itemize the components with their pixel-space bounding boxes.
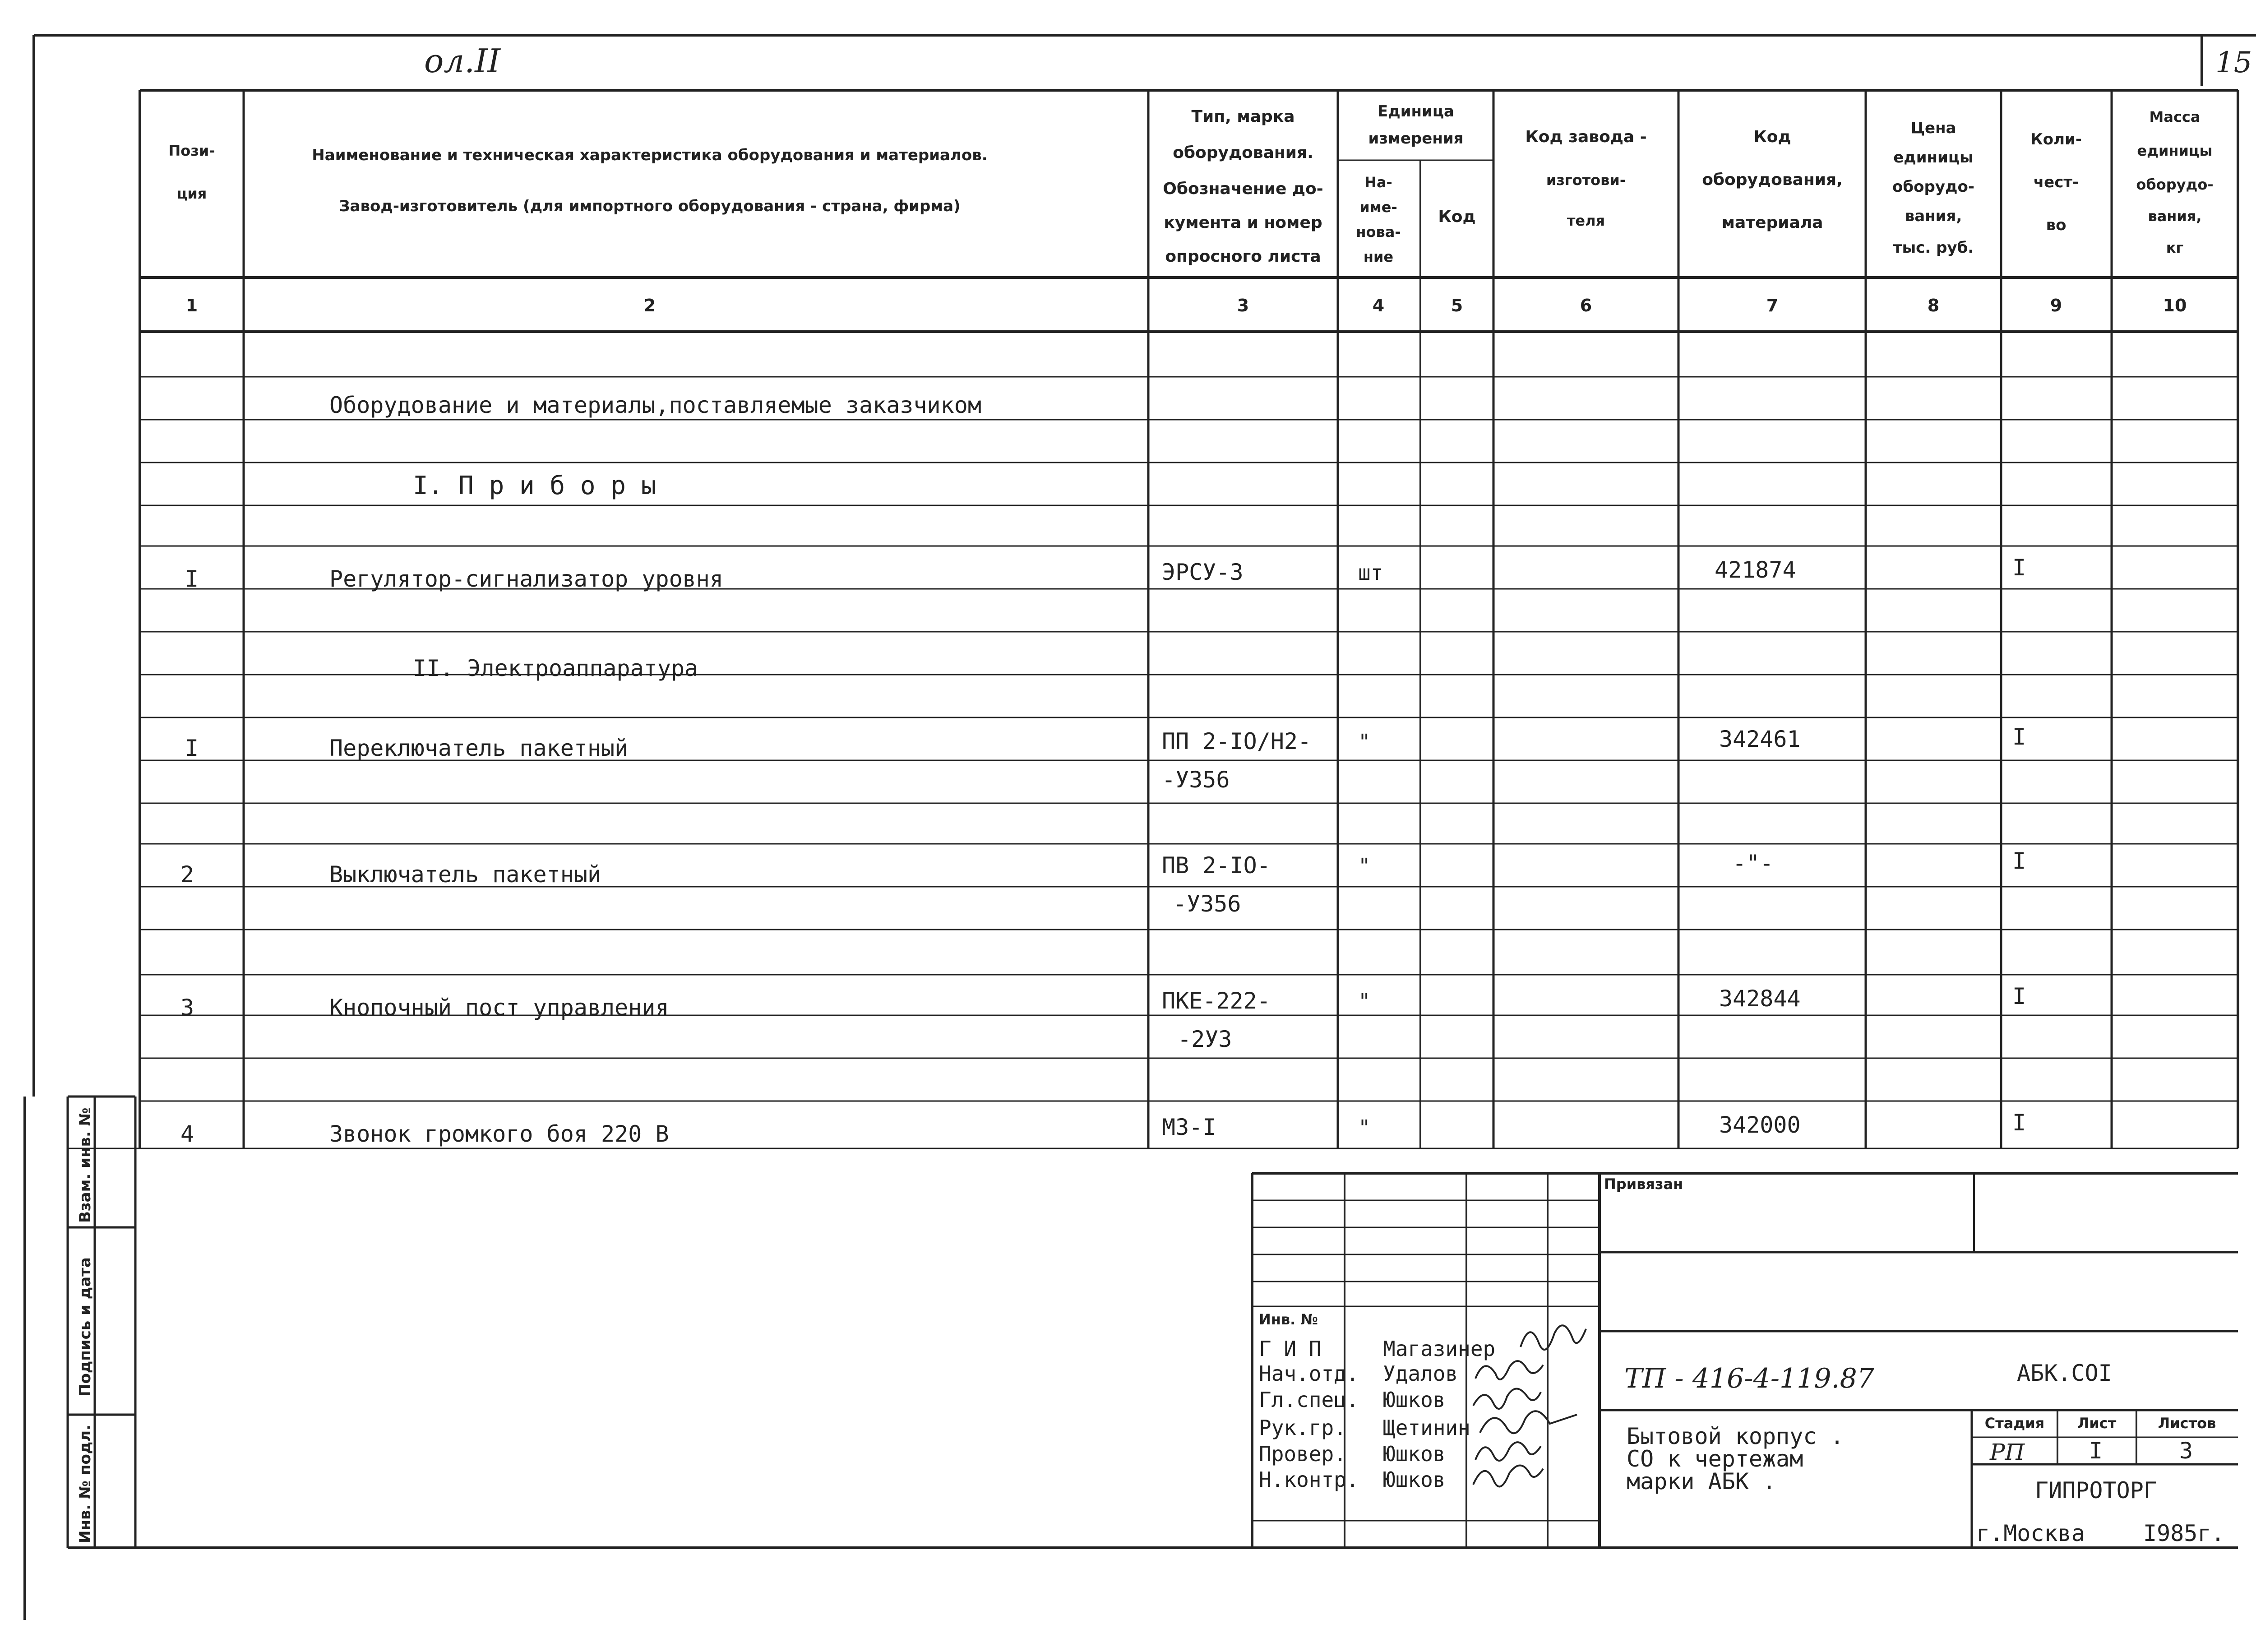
hdr-c2-a: Наименование и техническая характеристика оборудования и материалов. <box>312 146 988 164</box>
tb-sheets: 3 <box>2179 1438 2193 1464</box>
hdr-c4-c: нова- <box>1356 223 1401 241</box>
tb-desc-line-2: СО к чертежам <box>1627 1446 1803 1472</box>
item-name: Звонок громкого боя 220 В <box>329 1121 669 1147</box>
signer-list <box>1259 1337 1495 1492</box>
hdr-c9-b: чест- <box>2033 173 2079 191</box>
item-code: -"- <box>1733 850 1774 876</box>
item-code: 421874 <box>1715 557 1796 583</box>
hdr-c10-e: кг <box>2166 239 2184 256</box>
tb-desc-line-1: Бытовой корпус . <box>1627 1423 1844 1449</box>
signer-name: Юшков <box>1383 1467 1446 1492</box>
section-heading-instruments: I. П р и б о р ы <box>413 471 656 500</box>
tb-stage: РП <box>1990 1439 2025 1465</box>
hdr-c9-c: во <box>2046 216 2066 234</box>
column-numbers <box>186 296 2187 315</box>
item-quantity: I <box>2012 555 2026 581</box>
hdr-c5: Код <box>1438 208 1476 226</box>
tb-inv-no: Инв. № <box>1259 1311 1318 1328</box>
hdr-c4-a: На- <box>1364 174 1392 191</box>
page-number: 15 <box>2215 46 2252 79</box>
hdr-c1-a: Пози- <box>168 142 215 159</box>
table-header <box>168 102 2213 266</box>
item-position: I <box>185 735 199 761</box>
item-name: Кнопочный пост управления <box>329 995 669 1021</box>
col-number: 2 <box>643 296 656 315</box>
hdr-c1-b: ция <box>176 185 207 202</box>
tb-privyazan: Привязан <box>1604 1175 1683 1193</box>
signer-role: Г И П <box>1259 1337 1322 1361</box>
item-quantity: I <box>2012 724 2026 750</box>
signer-role: Нач.отд. <box>1259 1361 1359 1386</box>
table-row <box>180 1110 2026 1147</box>
signer-role: Провер. <box>1259 1442 1346 1466</box>
item-code: 342000 <box>1719 1112 1801 1138</box>
tb-organization: ГИПРОТОРГ <box>2035 1477 2157 1504</box>
col-number: 6 <box>1580 296 1592 315</box>
item-position: 3 <box>180 995 194 1021</box>
section-title: Оборудование и материалы,поставляемые заказчиком <box>329 392 981 418</box>
col-number: 8 <box>1927 296 1940 315</box>
hdr-c6-b: изготови- <box>1546 171 1626 189</box>
hdr-c8-a: Цена <box>1910 119 1956 137</box>
item-type-cont: -У356 <box>1173 891 1241 917</box>
hdr-c3-e: опросного листа <box>1165 247 1321 266</box>
hdr-c8-b: единицы <box>1893 148 1974 167</box>
tb-sheet: I <box>2089 1438 2103 1464</box>
item-type: ПП 2-IO/H2- <box>1162 728 1312 754</box>
signer-name: Щетинин <box>1383 1416 1470 1440</box>
item-position: 2 <box>180 861 194 888</box>
item-type: ПКЕ-222- <box>1162 988 1271 1014</box>
hdr-c4-b: име- <box>1359 199 1397 216</box>
table-row <box>185 724 2026 793</box>
hdr-c7-b: оборудования, <box>1702 171 1843 189</box>
tb-city: г.Москва <box>1976 1520 2085 1546</box>
signer-role: Рук.гр. <box>1259 1416 1346 1440</box>
tb-doc-code: АБК.СОI <box>2017 1360 2112 1386</box>
item-type-cont: -2У3 <box>1178 1026 1232 1052</box>
hdr-c8-c: оборудо- <box>1892 178 1974 196</box>
item-type-cont: -У356 <box>1162 767 1230 793</box>
signer-role: Н.контр. <box>1259 1467 1359 1492</box>
item-position: 4 <box>180 1121 194 1147</box>
item-type: ПВ 2-IO- <box>1162 852 1271 879</box>
table-row <box>185 555 2026 592</box>
item-type: МЗ-I <box>1162 1114 1216 1140</box>
signer-name: Юшков <box>1383 1442 1446 1466</box>
top-mark: ол.II <box>424 42 500 80</box>
item-quantity: I <box>2012 983 2026 1009</box>
table-row <box>180 848 2026 917</box>
tb-sheet-label: Лист <box>2077 1415 2117 1432</box>
item-quantity: I <box>2012 1110 2026 1136</box>
item-name: Регулятор-сигнализатор уровня <box>329 566 723 592</box>
tb-project-code: ТП - 416-4-119.87 <box>1624 1363 1874 1394</box>
col-number: 5 <box>1451 296 1463 315</box>
tb-desc-line-3: марки АБК . <box>1627 1468 1776 1495</box>
table-row <box>180 983 2026 1052</box>
item-unit: шт <box>1358 560 1383 585</box>
item-unit: " <box>1358 854 1371 878</box>
item-unit: " <box>1358 1115 1371 1140</box>
hdr-c10-d: вания, <box>2148 208 2202 225</box>
item-code: 342844 <box>1719 986 1801 1012</box>
item-position: I <box>185 566 199 592</box>
hdr-c10-b: единицы <box>2137 142 2213 159</box>
hdr-c2-b: Завод-изготовитель (для импортного оборудования - страна, фирма) <box>339 197 961 215</box>
side-stamp-signature-date: Подпись и дата <box>76 1257 94 1397</box>
hdr-c3-a: Тип, марка <box>1191 107 1295 126</box>
hdr-c8-d: вания, <box>1905 207 1962 225</box>
hdr-c3-c: Обозначение до- <box>1163 180 1323 198</box>
hdr-c3-b: оборудования. <box>1173 143 1313 162</box>
hdr-c10-c: оборудо- <box>2136 176 2214 193</box>
item-quantity: I <box>2012 848 2026 874</box>
hdr-c7-a: Код <box>1753 128 1791 146</box>
signer-name: Юшков <box>1383 1388 1446 1412</box>
col-number: 10 <box>2163 296 2187 315</box>
hdr-c6-a: Код завода - <box>1525 128 1647 146</box>
section-heading-electrical: II. Электроаппаратура <box>413 655 698 681</box>
col-number: 9 <box>2050 296 2062 315</box>
side-stamp-vzam: Взам. инв. № <box>76 1107 94 1223</box>
hdr-c3-d: кумента и номер <box>1164 213 1322 232</box>
hdr-c8-e: тыс. руб. <box>1893 239 1974 257</box>
tb-stage-label: Стадия <box>1984 1415 2045 1432</box>
item-type: ЭРСУ-3 <box>1162 559 1244 585</box>
item-name: Выключатель пакетный <box>329 861 601 888</box>
signer-name: Магазинер <box>1383 1337 1496 1361</box>
hdr-unit-a: Единица <box>1378 102 1454 120</box>
item-unit: " <box>1358 989 1371 1013</box>
hdr-c10-a: Масса <box>2149 108 2201 125</box>
col-number: 3 <box>1237 296 1249 315</box>
tb-sheets-label: Листов <box>2158 1415 2216 1432</box>
col-number: 7 <box>1766 296 1779 315</box>
item-code: 342461 <box>1719 726 1801 752</box>
hdr-unit-b: измерения <box>1368 130 1464 148</box>
signer-name: Удалов <box>1383 1361 1458 1386</box>
hdr-c4-d: ние <box>1363 248 1394 265</box>
hdr-c7-c: материала <box>1721 213 1823 232</box>
hdr-c6-c: теля <box>1567 212 1605 229</box>
item-name: Переключатель пакетный <box>329 735 629 761</box>
hdr-c9-a: Коли- <box>2030 130 2082 148</box>
col-number: 4 <box>1372 296 1385 315</box>
signer-role: Гл.спец. <box>1259 1388 1359 1412</box>
tb-year: I985г. <box>2143 1520 2225 1546</box>
side-stamp-inv-original: Инв. № подл. <box>76 1424 94 1543</box>
item-unit: " <box>1358 730 1371 754</box>
col-number: 1 <box>185 296 198 315</box>
sheet-frame <box>25 35 2256 1620</box>
